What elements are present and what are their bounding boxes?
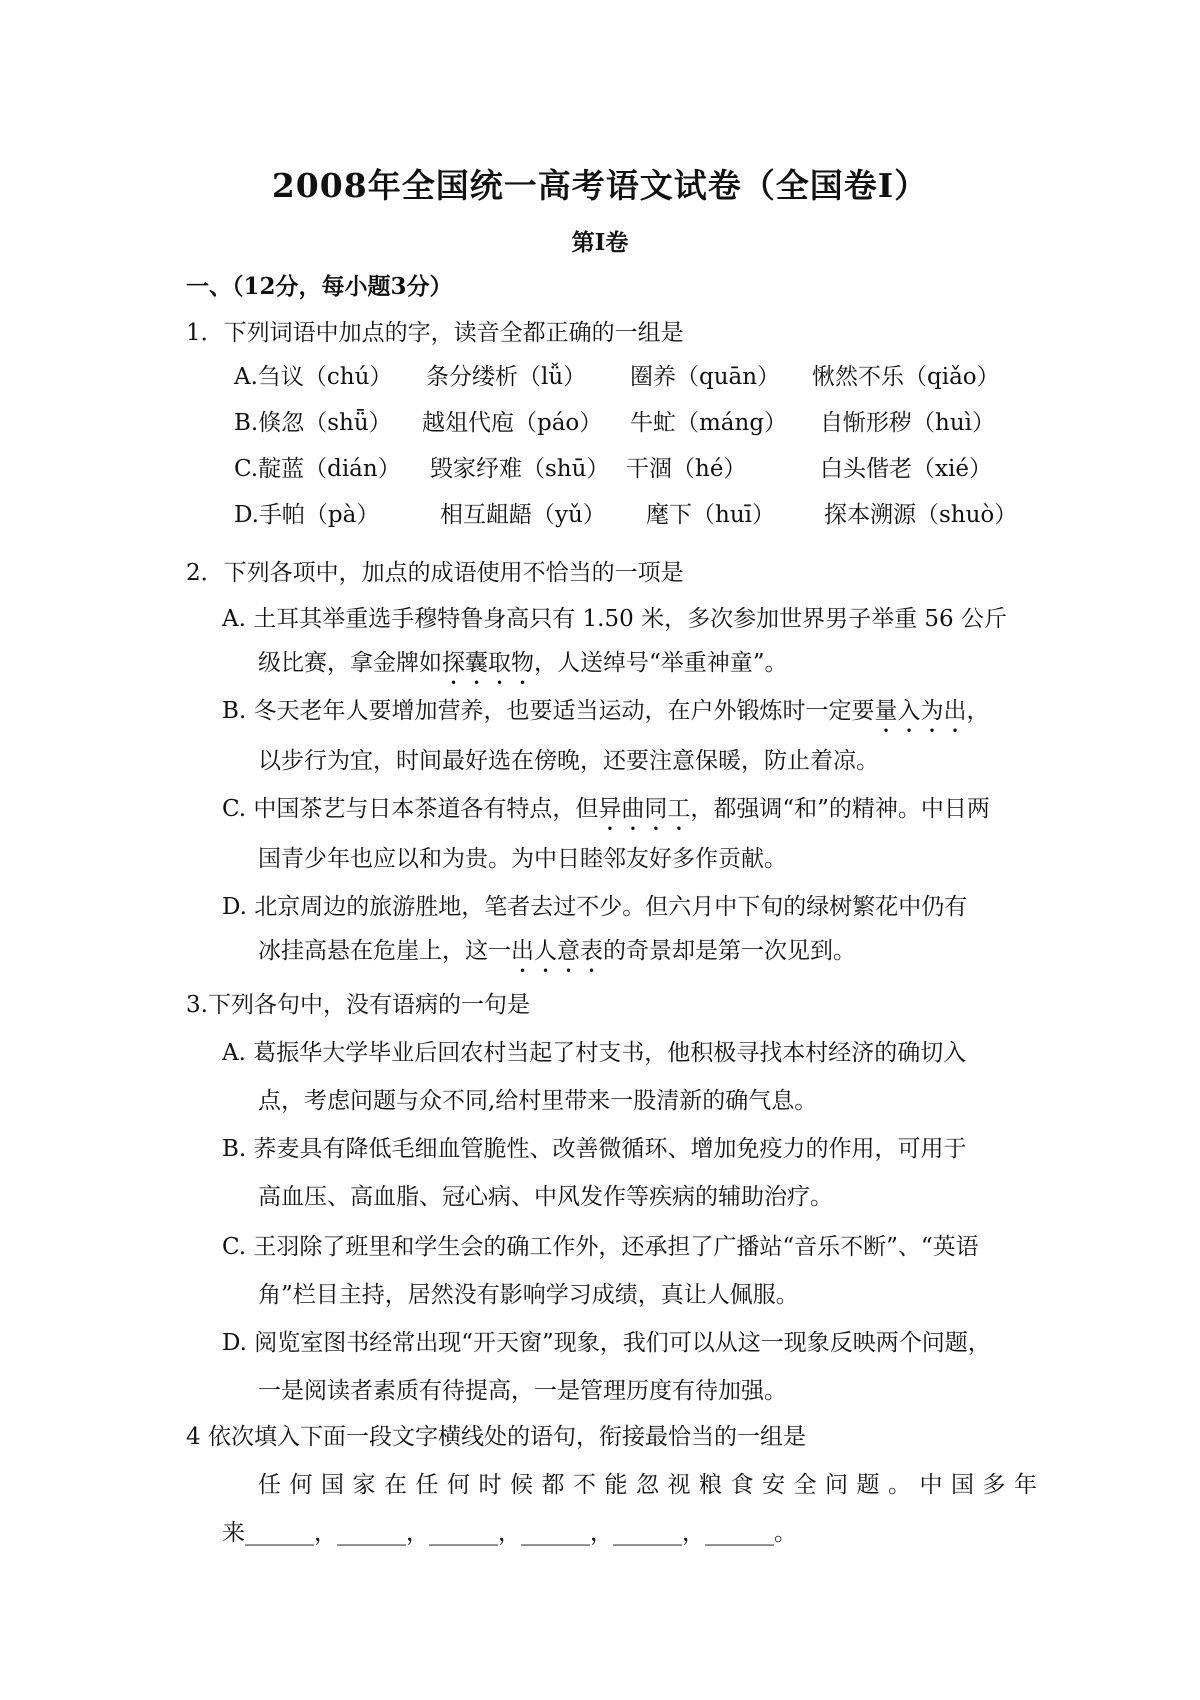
q2-c-text-pre: C. 中国茶艺与日本茶道各有特点，但 — [222, 796, 599, 822]
q3-option-b-line-2: 高血压、高血脂、冠心病、中风发作等疾病的辅助治疗。 — [258, 1184, 833, 1210]
q2-d-text-post: 的奇景却是第一次见到。 — [603, 938, 856, 964]
q1-b-item-1: B.倏忽（shǖ） — [234, 410, 392, 436]
q1-d-item-1: D.手帕（pà） — [234, 502, 380, 528]
q3-option-d-line-2: 一是阅读者素质有待提高，一是管理历度有待加强。 — [258, 1378, 787, 1404]
q3-option-a-line-1: A. 葛振华大学毕业后回农村当起了村支书，他积极寻找本村经济的确切入 — [222, 1040, 967, 1066]
q1-c-item-4: 白头偕老（xié） — [820, 456, 992, 482]
q2-b-idiom: 量入为出 — [874, 698, 967, 724]
q2-c-idiom: 异曲同工 — [598, 796, 691, 822]
q2-b-text-post: ， — [966, 698, 990, 724]
q1-row-c — [234, 450, 1034, 482]
q1-b-item-2: 越俎代庖（páo） — [422, 410, 603, 436]
q2-option-a-line-1: A. 土耳其举重选手穆特鲁身高只有 1.50 米，多次参加世界男子举重 56 公斤 — [222, 606, 1007, 632]
q1-d-item-2: 相互龃龉（yǔ） — [440, 502, 606, 528]
q1-a-item-2: 条分缕析（lǚ） — [426, 364, 587, 390]
q1-c-item-3: 干涸（hé） — [626, 456, 747, 482]
q2-option-b-line-2: 以步行为宜，时间最好选在傍晚，还要注意保暖，防止着凉。 — [258, 748, 879, 774]
q1-row-a — [234, 358, 1034, 390]
q1-c-item-1: C.靛蓝（dián） — [234, 456, 401, 482]
q2-option-b-line-1 — [222, 692, 990, 738]
page-subtitle: 第Ⅰ卷 — [571, 229, 629, 256]
q1-a-item-1: A.刍议（chú） — [234, 364, 393, 390]
q2-a-text-pre: 级比赛，拿金牌如 — [258, 650, 442, 676]
q2-a-idiom: 探囊取物 — [442, 650, 534, 676]
section-heading: 一、（12分，每小题3分） — [186, 273, 453, 300]
q1-d-item-3: 麾下（huī） — [646, 502, 775, 528]
q2-d-idiom: 出人意表 — [511, 938, 603, 964]
question-4-stem: 4 依次填入下面一段文字横线处的语句，衔接最恰当的一组是 — [186, 1424, 806, 1450]
page-title: 2008年全国统一高考语文试卷（全国卷Ⅰ） — [271, 166, 929, 205]
q2-option-d-line-2 — [258, 932, 856, 978]
q1-c-item-2: 毁家纾难（shū） — [430, 456, 610, 482]
q2-option-a-line-2 — [258, 644, 788, 690]
q2-option-c-line-1 — [222, 790, 990, 836]
q1-row-d — [234, 496, 1034, 528]
question-2-stem: 2．下列各项中，加点的成语使用不恰当的一项是 — [186, 560, 684, 586]
q4-passage-line-1: 任何国家在任何时候都不能忽视粮食安全问题。中国多年 — [258, 1472, 1046, 1498]
q2-c-text-post: ，都强调“和”的精神。中日两 — [690, 796, 990, 822]
q4-passage-line-2: 来______，______，______，______，______，______。 — [222, 1520, 797, 1546]
question-3-stem: 3.下列各句中，没有语病的一句是 — [186, 992, 530, 1018]
q2-option-c-line-2: 国青少年也应以和为贵。为中日睦邻友好多作贡献。 — [258, 846, 787, 872]
q3-option-a-line-2: 点，考虑问题与众不同,给村里带来一股清新的确气息。 — [258, 1088, 818, 1114]
question-1-stem: 1．下列词语中加点的字，读音全都正确的一组是 — [186, 320, 684, 346]
q1-a-item-3: 圈养（quān） — [630, 364, 781, 390]
q2-a-text-post: ，人送绰号“举重神童”。 — [534, 650, 788, 676]
q1-d-item-4: 探本溯源（shuò） — [824, 502, 1018, 528]
q2-option-d-line-1: D. 北京周边的旅游胜地，笔者去过不少。但六月中下旬的绿树繁花中仍有 — [222, 894, 968, 920]
q3-option-b-line-1: B. 荞麦具有降低毛细血管脆性、改善微循环、增加免疫力的作用，可用于 — [222, 1136, 967, 1162]
q1-b-item-3: 牛虻（máng） — [630, 410, 788, 436]
q1-b-item-4: 自惭形秽（huì） — [820, 410, 995, 436]
q3-option-d-line-1: D. 阅览室图书经常出现“开天窗”现象，我们可以从这一现象反映两个问题， — [222, 1330, 991, 1356]
q3-option-c-line-1: C. 王羽除了班里和学生会的确工作外，还承担了广播站“音乐不断”、“英语 — [222, 1234, 979, 1260]
q2-b-text-pre: B. 冬天老年人要增加营养，也要适当运动，在户外锻炼时一定要 — [222, 698, 875, 724]
q2-d-text-pre: 冰挂高悬在危崖上，这一 — [258, 938, 511, 964]
q3-option-c-line-2: 角”栏目主持，居然没有影响学习成绩，真让人佩服。 — [258, 1282, 799, 1308]
q1-a-item-4: 愀然不乐（qiǎo） — [812, 364, 1000, 390]
q1-row-b — [234, 404, 1034, 436]
